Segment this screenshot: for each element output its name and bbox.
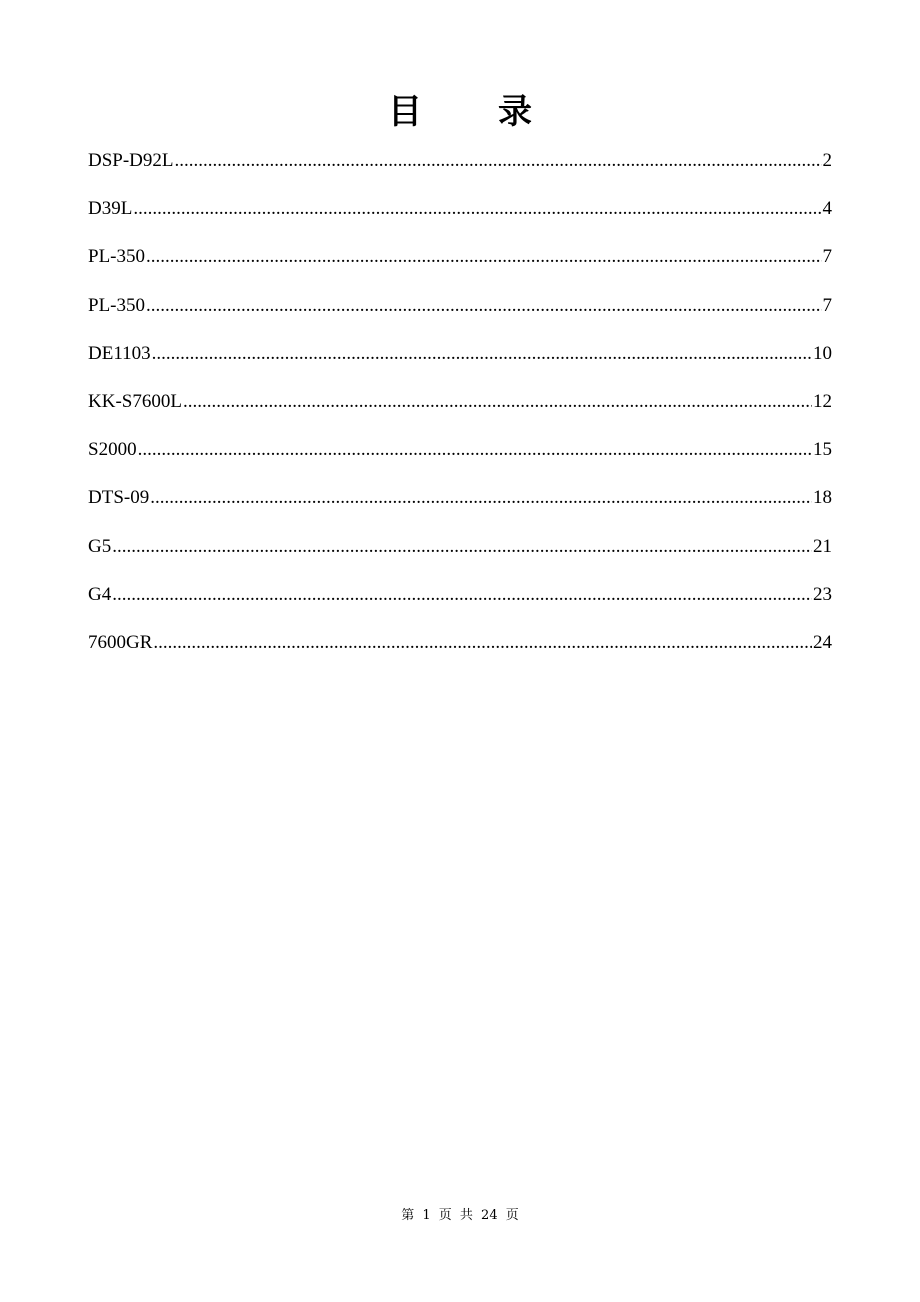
toc-entry-page: 10 — [813, 342, 832, 364]
toc-entry[interactable] — [88, 194, 832, 242]
toc-entry-label: DSP-D92L — [88, 150, 174, 171]
toc-dot-leader — [146, 291, 822, 321]
toc-entry-page: 4 — [822, 198, 832, 220]
toc-entry-label: PL-350 — [88, 294, 145, 316]
page-title — [0, 88, 920, 136]
toc-dot-leader — [112, 532, 812, 562]
toc-entry[interactable] — [88, 387, 832, 435]
toc-entry-label: DTS-09 — [88, 487, 150, 509]
toc-entry-label: D39L — [88, 198, 133, 220]
toc-dot-leader — [153, 628, 812, 658]
toc-entry[interactable] — [88, 628, 832, 676]
page-footer: 第 1 页 共 24 页 — [401, 1208, 519, 1223]
toc-entry-label: S2000 — [88, 439, 137, 461]
toc-entry-page: 12 — [813, 390, 832, 412]
toc-dot-leader — [133, 194, 821, 224]
toc-entry[interactable] — [88, 532, 832, 580]
toc-entry[interactable] — [88, 242, 832, 290]
toc-entry-page: 7 — [822, 294, 832, 316]
toc-entry-label: G5 — [88, 535, 112, 557]
toc-entry[interactable] — [88, 483, 832, 531]
toc-entry[interactable] — [88, 339, 832, 387]
toc-entry-page: 15 — [813, 439, 832, 461]
toc-entry-label: 7600GR — [88, 631, 153, 653]
toc-entry-label: KK-S7600L — [88, 390, 182, 412]
toc-dot-leader — [150, 483, 812, 513]
toc-entry[interactable] — [88, 435, 832, 483]
toc-entry-page: 23 — [813, 583, 832, 605]
toc-entry-page: 7 — [822, 246, 832, 268]
toc-dot-leader — [146, 242, 822, 272]
toc-dot-leader — [152, 339, 812, 369]
toc-entry-label: PL-350 — [88, 246, 145, 268]
toc-entry[interactable] — [88, 146, 832, 194]
title-char-2: 录 — [498, 92, 532, 132]
toc-entry-page: 18 — [813, 487, 832, 509]
toc-entry[interactable] — [88, 291, 832, 339]
toc-dot-leader — [175, 146, 822, 176]
table-of-contents — [88, 146, 832, 676]
toc-dot-leader — [183, 387, 812, 417]
toc-entry-label: DE1103 — [88, 342, 151, 364]
title-char-1: 目 — [388, 92, 422, 132]
toc-entry-page: 24 — [813, 631, 832, 653]
toc-dot-leader — [138, 435, 812, 465]
toc-entry[interactable] — [88, 580, 832, 628]
toc-entry-label: G4 — [88, 583, 112, 605]
toc-entry-page: 21 — [813, 535, 832, 557]
toc-entry-page: 2 — [822, 150, 832, 171]
toc-dot-leader — [112, 580, 812, 610]
